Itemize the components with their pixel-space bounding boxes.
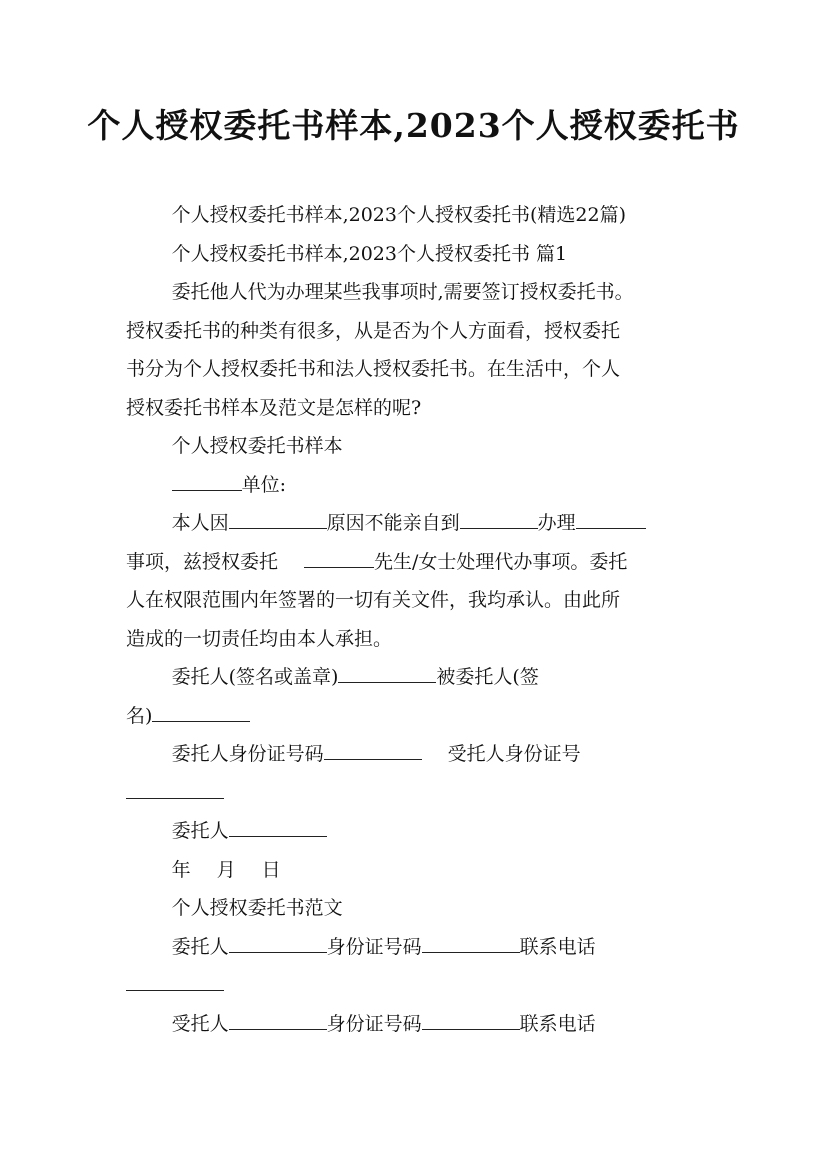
sample2-id-blank (422, 932, 520, 953)
scope-line: 人在权限范围内年签署的一切有关文件，我均承认。由此所 (126, 589, 621, 611)
sample2-phone-blank (126, 970, 224, 991)
agent-id-label: 受托人身份证号 (447, 743, 581, 765)
intro-line-4: 授权委托书样本及范文是怎样的呢? (126, 396, 422, 419)
date-year: 年 (171, 858, 191, 881)
sample2-heading: 个人授权委托书范文 (171, 897, 343, 919)
matter-text-1: 事项，兹授权委托 (126, 550, 279, 573)
principal-sign-blank (338, 662, 436, 683)
reason-text-1: 本人因 (171, 512, 229, 534)
handle-blank (576, 508, 646, 529)
sample2-phone-label: 联系电话 (519, 935, 596, 958)
sample2-principal-label: 委托人 (171, 935, 229, 958)
intro-line-2: 授权委托书的种类有很多，从是否为个人方面看，授权委托 (126, 319, 621, 342)
place-blank (460, 508, 538, 529)
principal-id-label: 委托人身份证号码 (171, 743, 324, 765)
agent-blank (304, 547, 374, 568)
sample2-agent-label: 受托人 (171, 1012, 229, 1035)
unit-line (126, 466, 702, 505)
document-body (126, 196, 702, 1043)
reason-text-2: 原因不能亲自到 (326, 512, 460, 534)
reason-blank (229, 508, 327, 529)
principal-blank (229, 816, 327, 837)
subtitle-line: 个人授权委托书样本,2023个人授权委托书(精选22篇) (171, 204, 626, 226)
principal-id-blank (324, 739, 422, 760)
matter-text-2: 先生/女士处理代办事项。委托 (374, 550, 628, 573)
sample2-agent-id-blank (422, 1009, 520, 1030)
intro-line-1: 委托他人代为办理某些我事项时,需要签订授权委托书。 (171, 281, 634, 303)
date-month: 月 (216, 858, 236, 881)
agent-sign-blank (152, 701, 250, 722)
id-line-2 (126, 774, 702, 813)
reason-line (126, 504, 702, 543)
intro-line-3: 书分为个人授权委托书和法人授权委托书。在生活中，个人 (126, 358, 621, 380)
id-line (126, 735, 702, 774)
principal-sign-label: 委托人(签名或盖章) (171, 666, 339, 688)
unit-label: 单位: (241, 473, 286, 496)
sample2-id-label: 身份证号码 (326, 935, 422, 958)
principal-label: 委托人 (171, 820, 229, 842)
date-line (126, 851, 702, 890)
agent-id-blank (126, 778, 224, 799)
document-title: 个人授权委托书样本,2023个人授权委托书 (87, 106, 740, 145)
agent-sign-label: 被委托人(签 (436, 666, 539, 688)
sample-heading: 个人授权委托书样本 (171, 435, 343, 457)
signature-line-2 (126, 697, 702, 736)
reason-text-3: 办理 (537, 512, 576, 534)
agent-sign-label-end: 名) (126, 704, 153, 727)
section-heading: 个人授权委托书样本,2023个人授权委托书 篇1 (171, 242, 568, 265)
sample2-agent-blank (229, 1009, 327, 1030)
sample2-principal-line (126, 928, 702, 967)
sample2-agent-phone-label: 联系电话 (519, 1012, 596, 1035)
sample2-agent-line (126, 1005, 702, 1044)
matter-line (126, 543, 702, 582)
date-day: 日 (261, 858, 281, 881)
principal-line (126, 812, 702, 851)
sample2-phone-line (126, 966, 702, 1005)
sample2-agent-id-label: 身份证号码 (326, 1012, 422, 1035)
unit-blank (172, 470, 242, 491)
liability-line: 造成的一切责任均由本人承担。 (126, 627, 393, 650)
sample2-principal-blank (229, 932, 327, 953)
signature-line (126, 658, 702, 697)
